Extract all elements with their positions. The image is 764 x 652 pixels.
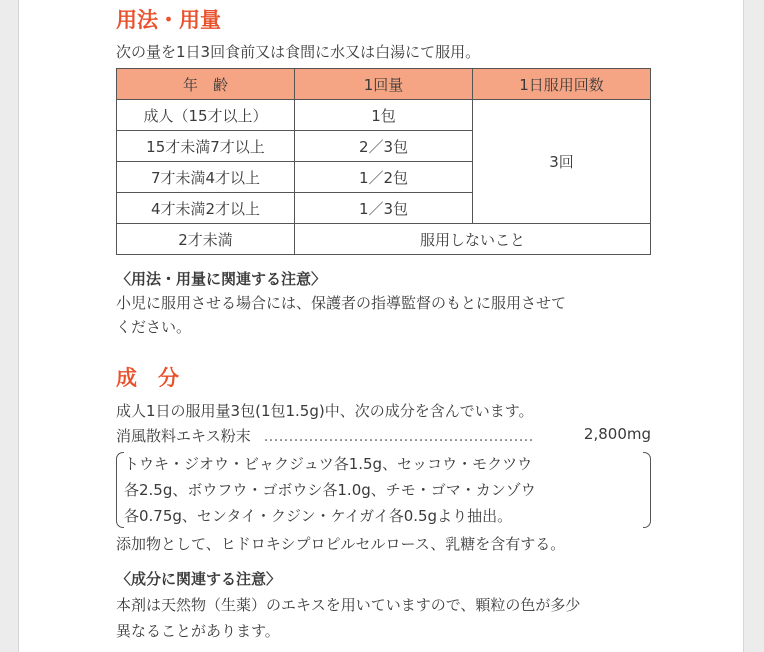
usage-note-line: ください。 xyxy=(116,318,192,336)
extract-leader: ……………………………………………… xyxy=(263,427,534,445)
herb-list-bracket xyxy=(116,450,651,528)
age-cell: 成人（15才以上） xyxy=(117,100,295,131)
dose-cell: 1／3包 xyxy=(295,193,473,224)
usage-intro: 次の量を1日3回食前又は食間に水又は白湯にて服用。 xyxy=(116,43,481,61)
additives-line: 添加物として、ヒドロキシプロピルセルロース、乳糖を含有する。 xyxy=(116,535,566,553)
header-daily-count: 1日服用回数 xyxy=(473,69,651,100)
header-dose: 1回量 xyxy=(295,69,473,100)
table-row xyxy=(117,224,651,255)
daily-count-cell: 3回 xyxy=(473,100,651,224)
ingredients-note-line: 異なることがあります。 xyxy=(116,622,280,640)
ingredients-intro: 成人1日の服用量3包(1包1.5g)中、次の成分を含んでいます。 xyxy=(116,402,534,420)
herb-line: 各0.75g、センタイ・クジン・ケイガイ各0.5gより抽出。 xyxy=(124,507,513,525)
header-age: 年 齢 xyxy=(117,69,295,100)
ingredients-heading: 成 分 xyxy=(116,366,179,390)
bracket-right xyxy=(643,452,651,528)
age-cell: 7才未満4才以上 xyxy=(117,162,295,193)
dose-cell: 2／3包 xyxy=(295,131,473,162)
dosage-table-header xyxy=(117,69,651,100)
dose-cell: 1包 xyxy=(295,100,473,131)
age-cell: 15才未満7才以上 xyxy=(117,131,295,162)
dose-cell: 服用しないこと xyxy=(295,224,651,255)
document-page xyxy=(18,0,744,652)
extract-amount: 2,800mg xyxy=(583,425,651,443)
extract-line xyxy=(116,425,651,446)
herb-line: 各2.5g、ボウフウ・ゴボウシ各1.0g、チモ・ゴマ・カンゾウ xyxy=(124,481,536,499)
usage-note-title: 〈用法・用量に関連する注意〉 xyxy=(116,270,327,288)
ingredients-note-line: 本剤は天然物（生薬）のエキスを用いていますので、顆粒の色が多少 xyxy=(116,596,581,614)
bracket-left xyxy=(116,452,124,528)
herb-line: トウキ・ジオウ・ビャクジュツ各1.5g、セッコウ・モクツウ xyxy=(124,455,533,473)
ingredients-note-title: 〈成分に関連する注意〉 xyxy=(116,570,282,588)
age-cell: 4才未満2才以上 xyxy=(117,193,295,224)
dosage-table xyxy=(116,68,651,255)
dose-cell: 1／2包 xyxy=(295,162,473,193)
table-row xyxy=(117,100,651,131)
usage-heading: 用法・用量 xyxy=(116,8,221,32)
extract-name: 消風散料エキス粉末 xyxy=(116,427,251,445)
age-cell: 2才未満 xyxy=(117,224,295,255)
usage-note-line: 小児に服用させる場合には、保護者の指導監督のもとに服用させて xyxy=(116,294,567,312)
